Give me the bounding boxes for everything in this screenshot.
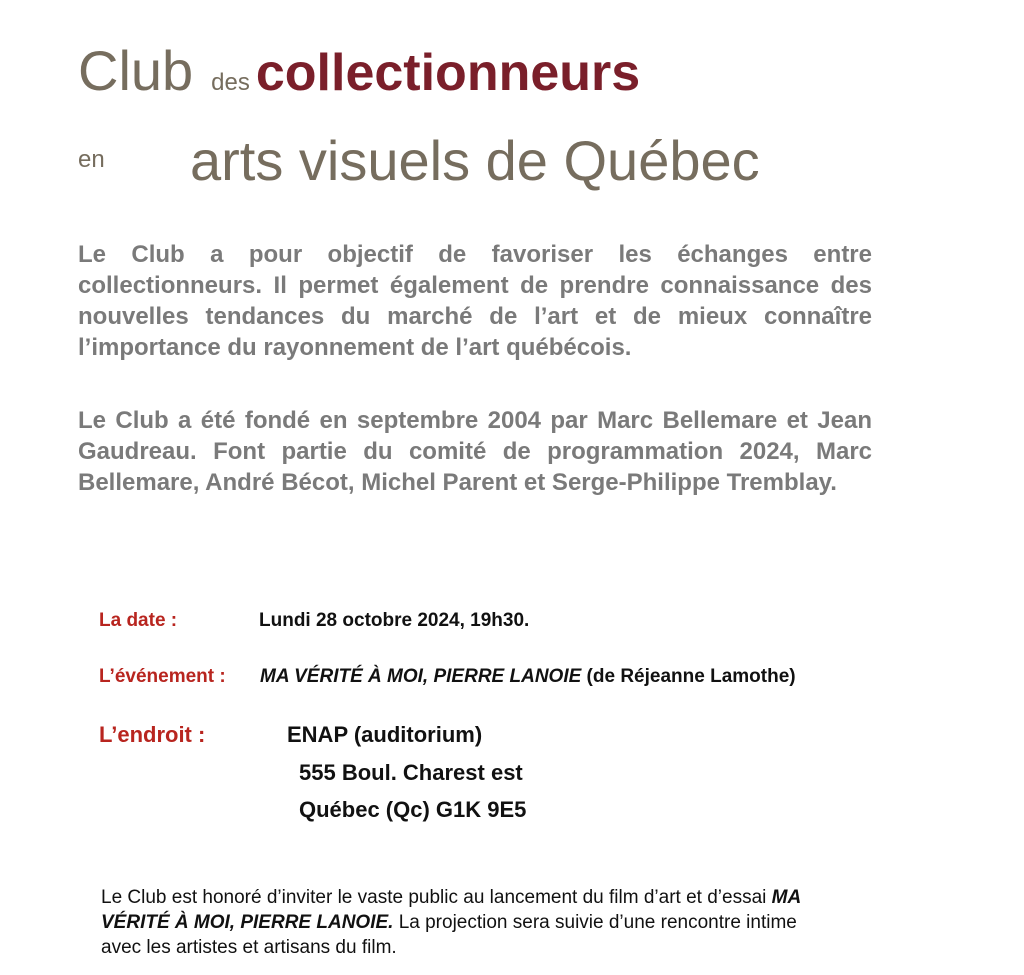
place-line-1: ENAP (auditorium): [287, 722, 483, 747]
event-author: (de Réjeanne Lamothe): [581, 666, 796, 687]
intro-paragraph-2: Le Club a été fondé en septembre 2004 par Marc Bellemare et Jean Gaudreau. Font partie du comité de programmation 2024, Marc Bellemare, André Bécot, Michel Parent et Serge-Philippe Tremblay.: [78, 407, 872, 496]
title-club: Club: [78, 39, 194, 102]
date-label: La date :: [99, 610, 178, 631]
place-line-3: Québec (Qc) G1K 9E5: [299, 797, 527, 822]
footer-film-title: MA VÉRITÉ À MOI, PIERRE LANOIE.: [101, 887, 801, 933]
title-collectionneurs: collectionneurs: [255, 44, 641, 102]
title-en: en: [78, 146, 105, 173]
footer-text-after: La projection sera suivie d’une rencontre intime avec les artistes et artisans du film.: [101, 912, 797, 958]
event-label: L’événement :: [99, 666, 226, 687]
footer-invitation: [101, 885, 821, 960]
title-des: des: [211, 69, 250, 96]
intro-paragraph-1: Le Club a pour objectif de favoriser les échanges entre collectionneurs. Il permet également de prendre connaissance des nouvelles tendances du marché de l’art et de mieux connaître l’importance du rayonnement de l’art québécois.: [78, 241, 872, 361]
footer-text-before: Le Club est honoré d’inviter le vaste public au lancement du film d’art et d’essai: [101, 887, 772, 908]
event-title: MA VÉRITÉ À MOI, PIERRE LANOIE: [260, 666, 582, 687]
title-arts-visuels: arts visuels de Québec: [190, 129, 760, 192]
place-line-2: 555 Boul. Charest est: [299, 760, 523, 785]
event-value: [260, 666, 796, 688]
page-title: [78, 38, 640, 103]
place-label: L’endroit :: [99, 722, 206, 747]
date-value: Lundi 28 octobre 2024, 19h30.: [259, 610, 530, 631]
